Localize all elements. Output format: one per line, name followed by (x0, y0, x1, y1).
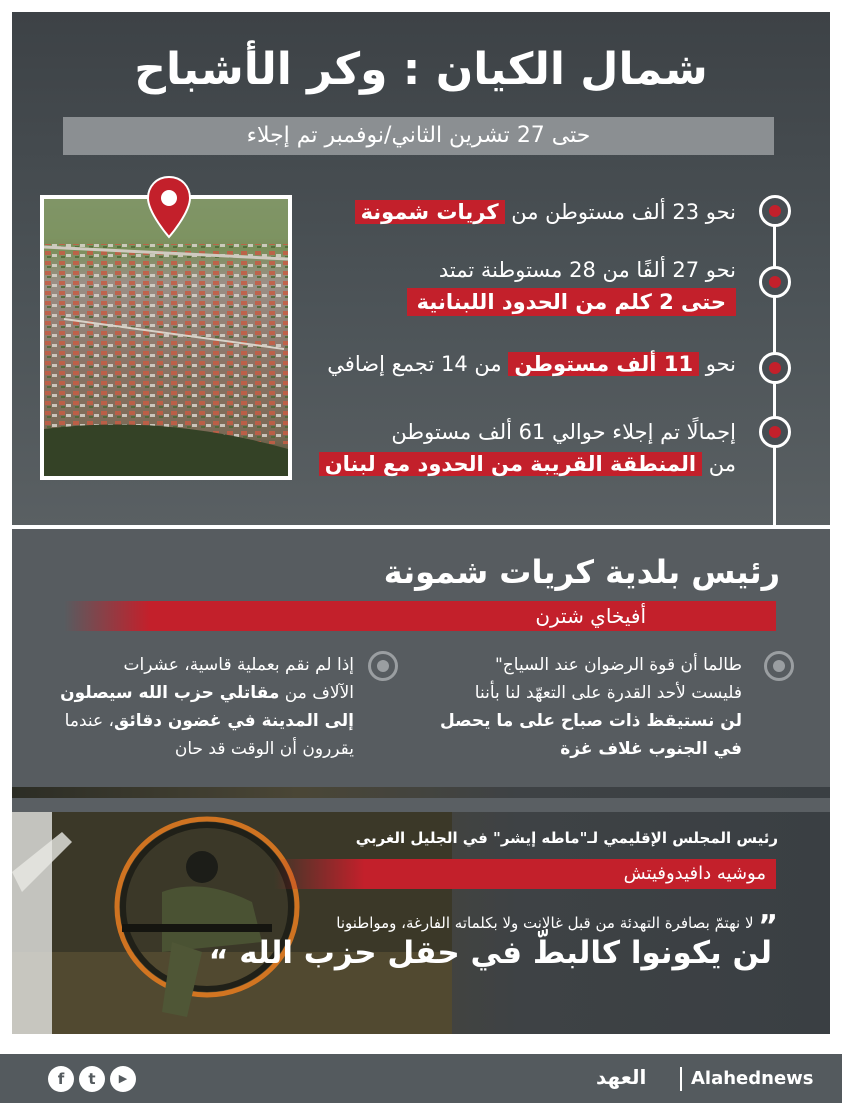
fact-item: نحو 23 ألف مستوطن من كريات شمونة (355, 200, 736, 224)
close-quote-mark: “ (208, 944, 229, 979)
council-quote-highlight: لن يكونوا كالبطّ في حقل حزب الله “ (208, 935, 772, 979)
fact-highlight: 11 ألف مستوطن (508, 352, 699, 376)
quote-bullet-icon (368, 651, 398, 681)
council-name: موشيه دافيدوفيتش (623, 863, 766, 884)
council-name-bar (274, 859, 776, 889)
council-section (12, 787, 830, 1034)
fact-item: نحو 11 ألف مستوطن من 14 تجمع إضافي (327, 352, 736, 376)
twitter-icon[interactable]: t (79, 1066, 105, 1092)
mayor-quote-right: طالما أن قوة الرضوان عند السياج" فليست لأحد القدرة على التعهّد لنا بأننا لن نستيقظ ذات صباح على ما يحصل في الجنوب غلاف غزة (439, 655, 742, 759)
fact-item: إجمالًا تم إجلاء حوالي 61 ألف مستوطن من المنطقة القريبة من الحدود مع لبنان (319, 416, 736, 480)
brand-name: Alahednews (691, 1068, 814, 1089)
fact-item: نحو 27 ألفًا من 28 مستوطنة تمتد حتى 2 كلم من الحدود اللبنانية (407, 258, 736, 316)
mayor-quote-left: إذا لم نقم بعملية قاسية، عشرات الآلاف من مقاتلي حزب الله سيصلون إلى المدينة في غضون دقائق، عندما يقررون أن الوقت قد حان (60, 655, 354, 759)
timeline-dot (759, 352, 791, 384)
evacuation-section (12, 12, 830, 529)
council-title: رئيس المجلس الإقليمي لـ"ماطه إيشر" في الجليل الغربي (355, 829, 778, 847)
footer (0, 1054, 842, 1103)
open-quote-mark: ” (758, 909, 778, 944)
infographic-frame (12, 12, 830, 1034)
subtitle-text: حتى 27 تشرين الثاني/نوفمبر تم إجلاء (246, 123, 591, 148)
timeline-dot (759, 195, 791, 227)
council-quote: ” لا نهتمّ بصافرة التهدئة من قبل غالانت ولا بكلماته الفارغة، ومواطنونا (336, 909, 778, 944)
mayor-title: رئيس بلدية كريات شمونة (383, 553, 780, 591)
brand-logo-arabic: العهد (596, 1065, 647, 1089)
brand-separator (680, 1067, 682, 1091)
mayor-section (12, 529, 830, 787)
mayor-name-bar (64, 601, 776, 631)
location-pin-icon (146, 175, 192, 241)
fact-highlight: كريات شمونة (355, 200, 505, 224)
facebook-icon[interactable]: f (48, 1066, 74, 1092)
page-title: شمال الكيان : وكر الأشباح (134, 44, 708, 95)
timeline-dot (759, 266, 791, 298)
section-band (12, 798, 830, 812)
fact-highlight: حتى 2 كلم من الحدود اللبنانية (407, 288, 736, 316)
youtube-icon[interactable]: ▶ (110, 1066, 136, 1092)
quote-bullet-icon (764, 651, 794, 681)
timeline-dot (759, 416, 791, 448)
subtitle-bar (63, 117, 774, 155)
mayor-name: أفيخاي شترن (535, 604, 646, 628)
fact-highlight: المنطقة القريبة من الحدود مع لبنان (319, 452, 702, 476)
